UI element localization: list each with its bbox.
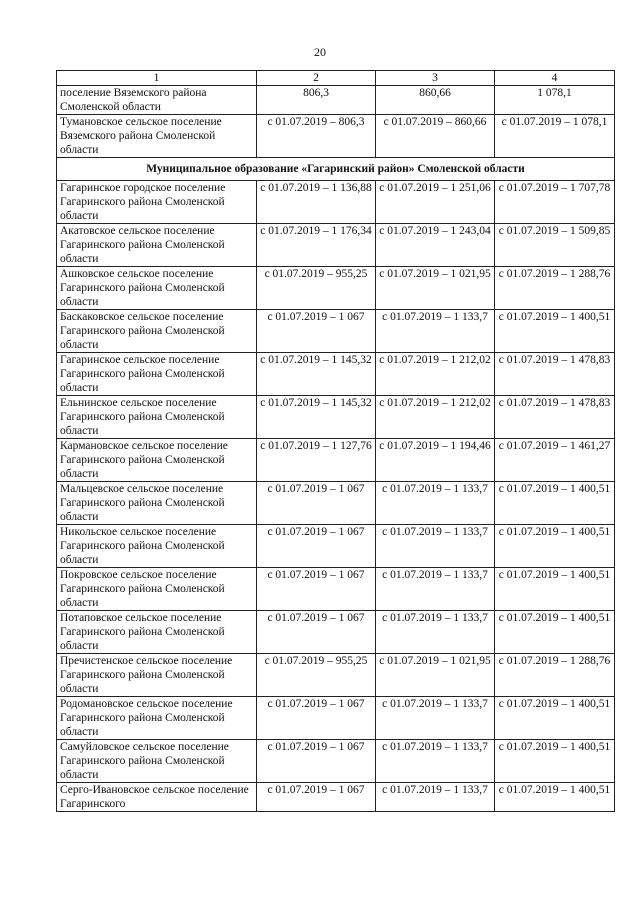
page-number: 20 <box>314 45 326 59</box>
settlement-name-cell: поселение Вяземского района Смоленской области <box>57 86 257 115</box>
value-cell-col4: с 01.07.2019 – 1 478,83 <box>495 353 615 396</box>
settlement-name-cell: Ельнинское сельское поселение Гагаринского района Смоленской области <box>57 396 257 439</box>
settlement-name-cell: Самуйловское сельское поселение Гагаринского района Смоленской области <box>57 740 257 783</box>
value-cell-col2: с 01.07.2019 – 1 067 <box>257 697 376 740</box>
value-cell-col4: с 01.07.2019 – 1 400,51 <box>495 783 615 812</box>
value-cell-col2: с 01.07.2019 – 1 067 <box>257 310 376 353</box>
table-row <box>57 740 615 783</box>
value-cell-col2: с 01.07.2019 – 955,25 <box>257 267 376 310</box>
table-header-row <box>57 71 615 86</box>
value-cell-col2: с 01.07.2019 – 1 067 <box>257 611 376 654</box>
value-cell-col3: с 01.07.2019 – 1 133,7 <box>376 611 495 654</box>
table-body <box>57 71 615 812</box>
settlement-name-cell: Ашковское сельское поселение Гагаринского района Смоленской области <box>57 267 257 310</box>
value-cell-col3: с 01.07.2019 – 1 133,7 <box>376 525 495 568</box>
tariff-table <box>56 70 615 812</box>
value-cell-col3: с 01.07.2019 – 1 251,06 <box>376 181 495 224</box>
value-cell-col3: с 01.07.2019 – 1 021,95 <box>376 654 495 697</box>
value-cell-col3: с 01.07.2019 – 1 133,7 <box>376 310 495 353</box>
table-row <box>57 482 615 525</box>
table-row <box>57 310 615 353</box>
value-cell-col4: с 01.07.2019 – 1 400,51 <box>495 740 615 783</box>
value-cell-col4: с 01.07.2019 – 1 400,51 <box>495 310 615 353</box>
table-row <box>57 654 615 697</box>
column-header: 3 <box>376 71 495 86</box>
value-cell-col2: с 01.07.2019 – 1 067 <box>257 783 376 812</box>
table-row <box>57 267 615 310</box>
settlement-name-cell: Родомановское сельское поселение Гагаринского района Смоленской области <box>57 697 257 740</box>
column-header: 2 <box>257 71 376 86</box>
table-row <box>57 353 615 396</box>
value-cell-col4: с 01.07.2019 – 1 400,51 <box>495 697 615 740</box>
value-cell-col3: с 01.07.2019 – 1 133,7 <box>376 568 495 611</box>
settlement-name-cell: Тумановское сельское поселение Вяземского района Смоленской области <box>57 115 257 158</box>
settlement-name-cell: Никольское сельское поселение Гагаринского района Смоленской области <box>57 525 257 568</box>
column-header: 4 <box>495 71 615 86</box>
table-row <box>57 181 615 224</box>
settlement-name-cell: Гагаринское городское поселение Гагаринского района Смоленской области <box>57 181 257 224</box>
value-cell-col2: с 01.07.2019 – 1 136,88 <box>257 181 376 224</box>
value-cell-col3: с 01.07.2019 – 860,66 <box>376 115 495 158</box>
value-cell-col3: с 01.07.2019 – 1 021,95 <box>376 267 495 310</box>
value-cell-col3: с 01.07.2019 – 1 133,7 <box>376 482 495 525</box>
table-row <box>57 115 615 158</box>
table-row <box>57 396 615 439</box>
value-cell-col2: 806,3 <box>257 86 376 115</box>
value-cell-col4: с 01.07.2019 – 1 400,51 <box>495 568 615 611</box>
value-cell-col2: с 01.07.2019 – 1 127,76 <box>257 439 376 482</box>
value-cell-col4: 1 078,1 <box>495 86 615 115</box>
settlement-name-cell: Кармановское сельское поселение Гагаринского района Смоленской области <box>57 439 257 482</box>
settlement-name-cell: Гагаринское сельское поселение Гагаринского района Смоленской области <box>57 353 257 396</box>
table-row <box>57 697 615 740</box>
value-cell-col4: с 01.07.2019 – 1 288,76 <box>495 267 615 310</box>
table-row <box>57 86 615 115</box>
value-cell-col2: с 01.07.2019 – 1 067 <box>257 482 376 525</box>
settlement-name-cell: Серго-Ивановское сельское поселение Гагаринского <box>57 783 257 812</box>
value-cell-col4: с 01.07.2019 – 1 509,85 <box>495 224 615 267</box>
column-header: 1 <box>57 71 257 86</box>
value-cell-col4: с 01.07.2019 – 1 461,27 <box>495 439 615 482</box>
value-cell-col2: с 01.07.2019 – 1 067 <box>257 740 376 783</box>
table-row <box>57 783 615 812</box>
settlement-name-cell: Потаповское сельское поселение Гагаринского района Смоленской области <box>57 611 257 654</box>
value-cell-col3: с 01.07.2019 – 1 243,04 <box>376 224 495 267</box>
value-cell-col3: с 01.07.2019 – 1 212,02 <box>376 396 495 439</box>
value-cell-col4: с 01.07.2019 – 1 707,78 <box>495 181 615 224</box>
value-cell-col2: с 01.07.2019 – 955,25 <box>257 654 376 697</box>
settlement-name-cell: Баскаковское сельское поселение Гагаринского района Смоленской области <box>57 310 257 353</box>
settlement-name-cell: Мальцевское сельское поселение Гагаринского района Смоленской области <box>57 482 257 525</box>
value-cell-col3: 860,66 <box>376 86 495 115</box>
value-cell-col4: с 01.07.2019 – 1 400,51 <box>495 482 615 525</box>
value-cell-col2: с 01.07.2019 – 1 067 <box>257 525 376 568</box>
value-cell-col4: с 01.07.2019 – 1 478,83 <box>495 396 615 439</box>
value-cell-col4: с 01.07.2019 – 1 400,51 <box>495 611 615 654</box>
value-cell-col2: с 01.07.2019 – 1 145,32 <box>257 353 376 396</box>
value-cell-col4: с 01.07.2019 – 1 400,51 <box>495 525 615 568</box>
value-cell-col3: с 01.07.2019 – 1 133,7 <box>376 740 495 783</box>
value-cell-col2: с 01.07.2019 – 1 145,32 <box>257 396 376 439</box>
value-cell-col2: с 01.07.2019 – 806,3 <box>257 115 376 158</box>
section-row <box>57 158 615 181</box>
value-cell-col3: с 01.07.2019 – 1 133,7 <box>376 697 495 740</box>
value-cell-col3: с 01.07.2019 – 1 212,02 <box>376 353 495 396</box>
settlement-name-cell: Пречистенское сельское поселение Гагаринского района Смоленской области <box>57 654 257 697</box>
table-row <box>57 224 615 267</box>
settlement-name-cell: Покровское сельское поселение Гагаринского района Смоленской области <box>57 568 257 611</box>
table-row <box>57 568 615 611</box>
value-cell-col3: с 01.07.2019 – 1 194,46 <box>376 439 495 482</box>
value-cell-col2: с 01.07.2019 – 1 067 <box>257 568 376 611</box>
table-row <box>57 611 615 654</box>
settlement-name-cell: Акатовское сельское поселение Гагаринского района Смоленской области <box>57 224 257 267</box>
value-cell-col4: с 01.07.2019 – 1 288,76 <box>495 654 615 697</box>
section-title: Муниципальное образование «Гагаринский район» Смоленской области <box>57 158 615 181</box>
value-cell-col2: с 01.07.2019 – 1 176,34 <box>257 224 376 267</box>
value-cell-col3: с 01.07.2019 – 1 133,7 <box>376 783 495 812</box>
table-row <box>57 525 615 568</box>
value-cell-col4: с 01.07.2019 – 1 078,1 <box>495 115 615 158</box>
table-row <box>57 439 615 482</box>
